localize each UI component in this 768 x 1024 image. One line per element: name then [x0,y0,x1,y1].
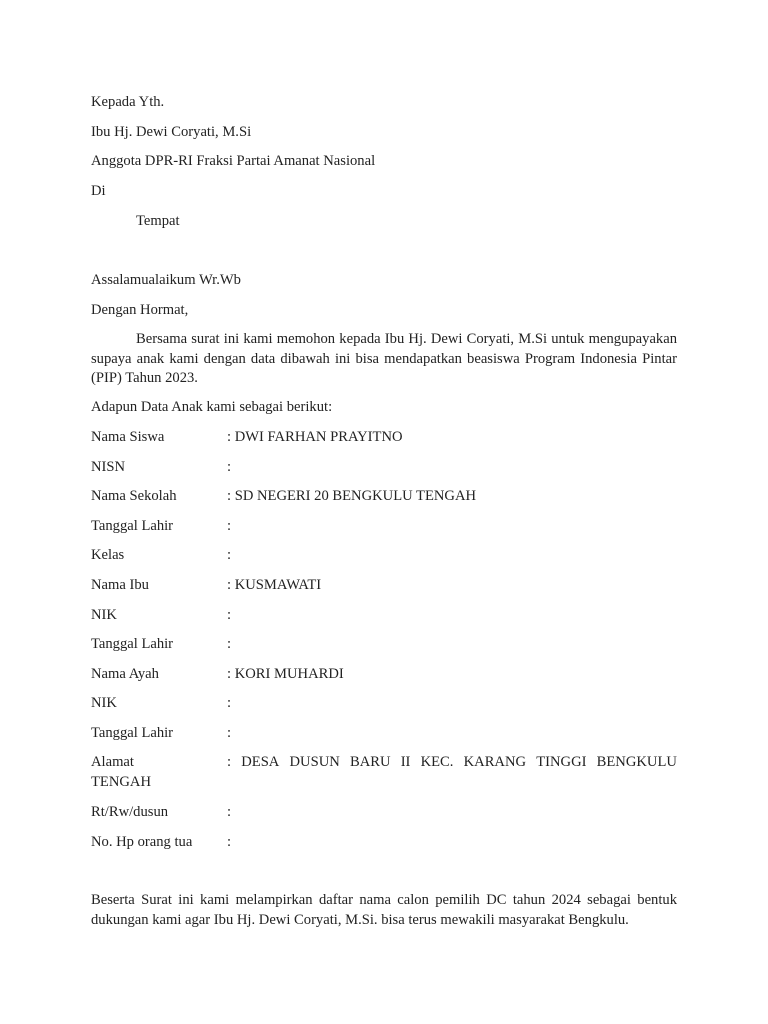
field-value: : [227,458,232,475]
field-value: : [227,606,232,623]
closing-paragraph: Beserta Surat ini kami melampirkan daftar nama calon pemilih DC tahun 2024 sebagai bentuk dukungan kami agar Ibu Hj. Dewi Coryati, M.Si. bisa terus mewakili masyarakat Bengkulu. [91,892,677,928]
field-label: No. Hp orang tua [91,834,193,850]
alamat-word: DESA [241,754,280,770]
greeting-hormat: Dengan Hormat, [91,302,189,318]
recipient-title: Anggota DPR-RI Fraksi Partai Amanat Nasional [91,153,376,169]
greeting-salam: Assalamualaikum Wr.Wb [91,272,241,288]
alamat-word: BENGKULU [596,754,677,770]
field-label: Kelas [91,547,125,564]
field-label: Nama Ayah [91,665,159,682]
field-value: : [227,517,232,534]
field-value: : [227,804,232,820]
field-value: : [227,636,232,653]
field-value: : DWI FARHAN PRAYITNO [227,429,403,445]
field-label: Nama Siswa [91,429,165,445]
field-row-alamat [91,753,677,790]
addressee-di: Di [91,183,106,199]
field-label: Nama Sekolah [91,488,177,505]
alamat-continuation: TENGAH [91,773,151,790]
field-label: Nama Ibu [91,577,149,593]
field-value: : [227,834,232,850]
alamat-word: BARU [349,754,391,770]
field-label: NIK [91,606,117,623]
alamat-word: KEC. [420,754,454,770]
field-label: Tanggal Lahir [91,725,174,741]
field-label-alamat: Alamat [91,754,134,770]
alamat-word: II [400,754,411,770]
data-intro: Adapun Data Anak kami sebagai berikut: [91,399,333,415]
addressee-kepada: Kepada Yth. [91,94,165,110]
field-value-alamat [227,753,677,772]
field-value: : [227,725,232,741]
field-label: Rt/Rw/dusun [91,804,169,820]
intro-paragraph-text: Bersama surat ini kami memohon kepada Ibu Hj. Dewi Coryati, M.Si untuk mengupayakan supaya anak kami dengan data dibawah ini bisa mendapatkan beasiswa Program Indonesia Pintar (PIP) Tahun 2023. [91,331,677,386]
field-value: : KORI MUHARDI [227,665,344,682]
alamat-word: DUSUN [289,754,340,770]
addressee-tempat: Tempat [136,213,180,229]
field-label: NIK [91,695,117,712]
alamat-colon: : [227,754,232,770]
field-label: NISN [91,458,126,475]
field-label: Tanggal Lahir [91,636,174,653]
field-value: : [227,547,232,564]
field-value: : KUSMAWATI [227,577,322,593]
alamat-word: TINGGI [536,754,587,770]
recipient-name: Ibu Hj. Dewi Coryati, M.Si [91,124,252,140]
alamat-word: KARANG [463,754,527,770]
field-label: Tanggal Lahir [91,517,174,534]
intro-paragraph [91,330,677,389]
field-value: : [227,695,232,712]
field-value: : SD NEGERI 20 BENGKULU TENGAH [227,488,477,505]
